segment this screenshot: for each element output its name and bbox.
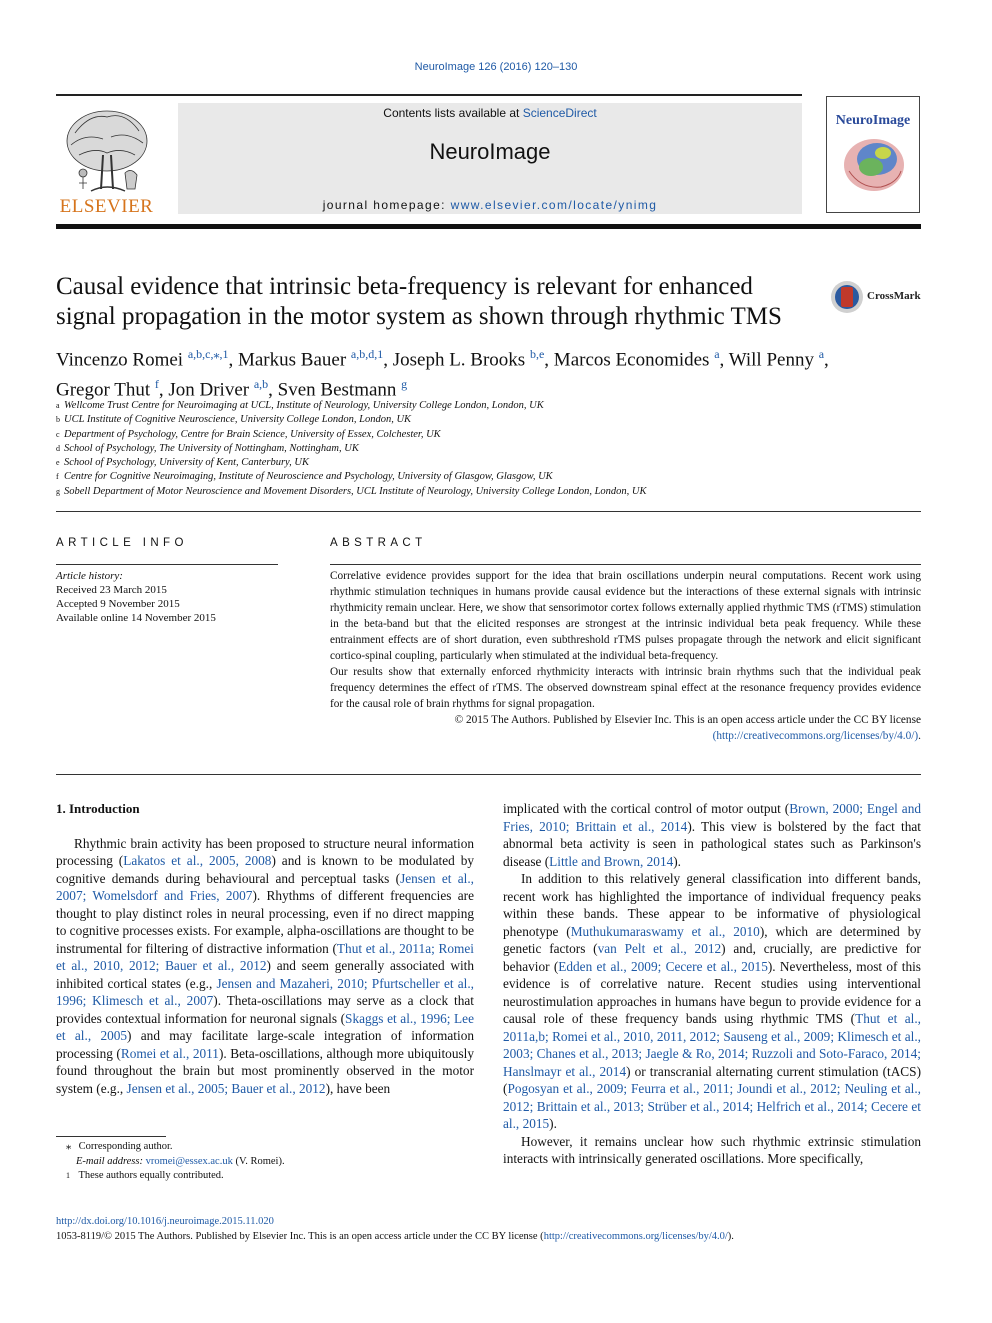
citation-link[interactable]: Thut et al., 2011a,b; Romei et al., 2010, 2011, 2012; Sauseng et al., 2009; Klimesch et al., 2003; Chanes et al., 2013; Jaegle & Ro, 2014; Ruzzoli and Soto-Faraco, 2014; Hanslmayr et al., 2014 (503, 1011, 921, 1079)
author-name: Marcos Economides (553, 349, 710, 371)
author-affiliation-marks[interactable]: g (401, 377, 408, 392)
footnote-mark: ⁎ (66, 1141, 72, 1152)
text-run: In addition to this relatively general classification into different bands, recent work has highlighted the importance of individual frequency peaks within these bands. These appear to be informative of physiological phenotype ( (503, 871, 921, 939)
citation-link[interactable]: Jensen et al., 2007; Womelsdorf and Fries, 2007 (56, 870, 474, 903)
received-date: Received 23 March 2015 (56, 584, 167, 596)
cover-title: NeuroImage (835, 113, 911, 128)
article-history (56, 569, 278, 625)
citation-link[interactable]: Lakatos et al., 2005, 2008 (123, 853, 272, 868)
author-affiliation-marks[interactable]: a (714, 347, 720, 361)
author-name: Gregor Thut (56, 379, 151, 401)
homepage-link[interactable]: www.elsevier.com/locate/ynimg (450, 198, 658, 212)
footnote-text: Corresponding author. (78, 1141, 173, 1152)
body-paragraph (503, 870, 921, 1133)
equal-contribution-note (56, 1169, 476, 1184)
text-run: ). This view is bolstered by the fact that abnormal beta activity is seen in pathological states such as Parkinson's disease ( (503, 818, 921, 869)
sciencedirect-link[interactable]: ScienceDirect (522, 106, 597, 120)
citation-link[interactable]: Muthukumaraswamy et al., 2010 (570, 923, 760, 939)
section-heading-introduction: 1. Introduction (56, 801, 140, 816)
email-label: E-mail address: (76, 1155, 146, 1167)
author-separator: , (228, 349, 238, 371)
citation-link[interactable]: Jensen and Mazaheri, 2010; Pfurtscheller et al., 1996; Klimesch et al., 2007 (56, 975, 474, 1008)
affiliation-label: e (56, 458, 60, 468)
text-run: ) and is known to be modulated by cognitive demands during behavioural and perceptual tasks ( (56, 853, 475, 886)
citation-link[interactable]: van Pelt et al., 2012 (597, 941, 722, 956)
affiliation-text: Wellcome Trust Centre for Neuroimaging at UCL, Institute of Neurology, University College London, London, UK (64, 400, 544, 411)
text-run: ). (549, 1116, 557, 1131)
affiliation-item (56, 428, 916, 442)
citation-link[interactable]: Edden et al., 2009; Cecere et al., 2015 (558, 958, 768, 974)
footnotes (56, 1140, 476, 1184)
crossmark-badge[interactable] (830, 280, 925, 316)
license-end: . (918, 730, 921, 742)
author-separator: , (158, 379, 169, 401)
author-separator: , (719, 349, 729, 371)
abstract-rule (330, 564, 921, 565)
author-separator: , (268, 379, 278, 401)
affiliation-text: Department of Psychology, Centre for Brain Science, University of Essex, Colchester, UK (64, 428, 441, 440)
affiliation-item (56, 442, 916, 456)
online-date: Available online 14 November 2015 (56, 612, 216, 624)
citation-link[interactable]: Jensen et al., 2005; Bauer et al., 2012 (126, 1080, 326, 1096)
footnote-text: These authors equally contributed. (78, 1170, 224, 1181)
body-column-left (56, 800, 474, 1097)
author-affiliation-marks[interactable]: a (818, 347, 825, 361)
citation-link[interactable]: Little and Brown, 2014 (549, 853, 674, 869)
header-thick-rule (56, 224, 921, 229)
author-name: Markus Bauer (237, 349, 347, 371)
article-title: Causal evidence that intrinsic beta-frequency is relevant for enhanced signal propagation in the motor system as shown through rhythmic TMS (56, 273, 782, 330)
text-run: implicated with the cortical control of motor output ( (503, 801, 790, 816)
text-run: ) and, crucially, are predictive for behavior ( (503, 941, 921, 974)
email-note (56, 1155, 476, 1170)
page-footer (56, 1214, 921, 1244)
footnote-mark: 1 (66, 1171, 70, 1180)
email-owner: (V. Romei). (232, 1155, 285, 1167)
issn-text: 1053-8119/© 2015 The Authors. Published by Elsevier Inc. This is an open access article under the CC BY license ( (56, 1231, 544, 1242)
license-statement (330, 712, 921, 744)
affiliation-item (56, 485, 916, 499)
affiliation-label: f (56, 472, 59, 482)
license-text: © 2015 The Authors. Published by Elsevier Inc. This is an open access article under the CC BY license (454, 714, 921, 726)
author-affiliation-marks[interactable]: b,e (529, 347, 545, 361)
header-rule (56, 94, 802, 96)
affiliation-text: Centre for Cognitive Neuroimaging, Institute of Neuroscience and Psychology, University of Glasgow, Glasgow, UK (64, 471, 553, 483)
body-paragraph: However, it remains unclear how such rhythmic extrinsic stimulation interacts with intrinsically generated oscillations. More specifically, (503, 1133, 921, 1166)
author-separator: , (383, 349, 393, 371)
footer-license-link[interactable]: http://creativecommons.org/licenses/by/4.0/ (543, 1231, 728, 1242)
text-run: ). Nevertheless, most of this evidence is of correlative nature. Recent studies using interventional neurostimulation approaches in humans have begun to provide evidence for a causal role of these frequency bands using rhythmic TMS ( (503, 958, 921, 1026)
author-name: Jon Driver (168, 379, 250, 401)
author-separator: , (544, 349, 554, 371)
author-separator: , (824, 349, 829, 371)
email-link[interactable]: vromei@essex.ac.uk (145, 1155, 233, 1167)
journal-homepage (178, 198, 802, 212)
brain-image-icon (841, 131, 907, 195)
journal-cover[interactable] (826, 96, 920, 213)
author-list (56, 342, 886, 403)
affiliation-label: a (56, 401, 60, 410)
body-column-right (503, 800, 921, 1168)
homepage-prefix: journal homepage: (322, 198, 451, 212)
affiliation-text: School of Psychology, University of Kent, Canterbury, UK (64, 457, 309, 469)
body-rule (56, 774, 921, 775)
abstract-paragraph: Correlative evidence provides support for the idea that brain oscillations underpin neural computations. Recent work using rhythmic stimulation techniques in humans provide causal evidence but the interactions of these external signals with intrinsic rhythmicity remain unclear. Here, we show that sensorimotor cortex follows externally applied rhythmic TMS (rTMS) stimulation in the beta-band but that the elicited responses are strongest at the intrinsic individual beta peak frequency. While these entrainment effects are of short duration, even subthreshold rTMS pulses propagate through the network and elicit significant cortico-spinal coupling, particularly when stimulated at the individual beta-frequency. (330, 570, 921, 662)
issn-line (56, 1229, 921, 1244)
publisher-logo-text: ELSEVIER (59, 196, 154, 217)
contents-line (178, 106, 802, 120)
affiliation-text: School of Psychology, The University of Nottingham, Nottingham, UK (64, 442, 359, 454)
article-info-rule (56, 564, 278, 565)
journal-citation[interactable]: NeuroImage 126 (2016) 120–130 (414, 61, 578, 73)
author-name: Joseph L. Brooks (392, 349, 526, 371)
abstract-paragraph: Our results show that externally enforced rhythmicity interacts with intrinsic brain rhythms such that the individual peak frequency determines the effect of rTMS. The observed downstream spinal effect at the resonance frequency provides evidence for the causal role of brain rhythms for signal propagation. (330, 666, 921, 710)
text-run: ). Theta-oscillations may serve as a clock that provides contextual information for neuronal signals ( (56, 993, 474, 1026)
corresponding-author-note (56, 1140, 476, 1155)
text-run: ) and may facilitate large-scale integration of information processing ( (56, 1028, 474, 1061)
citation-link[interactable]: Skaggs et al., 1996; Lee et al., 2005 (56, 1010, 474, 1043)
text-run: ). Rhythms of different frequencies are thought to play distinct roles in neural processing, even if no direct mapping to cognitive processes exists. For example, alpha-oscillations are thought to be instrumental for filtering of distractive information ( (56, 888, 475, 956)
affiliation-label: b (56, 415, 60, 425)
text-run: ). Beta-oscillations, although more ubiquitously found throughout the brain but most prominently observed in the motor system (e.g., (56, 1045, 474, 1096)
citation-link[interactable]: Thut et al., 2011a; Romei et al., 2010, 2012; Bauer et al., 2012 (56, 940, 474, 973)
accepted-date: Accepted 9 November 2015 (56, 598, 180, 610)
contents-prefix: Contents lists available at (383, 106, 523, 120)
author-affiliation-marks[interactable]: f (154, 377, 159, 392)
issn-end: ). (727, 1231, 734, 1242)
affiliation-label: c (56, 429, 60, 439)
author-name: Sven Bestmann (277, 379, 397, 401)
journal-name: NeuroImage (429, 139, 551, 164)
text-run: ) or transcranial alternating current stimulation (tACS) ( (503, 1063, 921, 1096)
license-link[interactable]: (http://creativecommons.org/licenses/by/4.0/) (712, 730, 919, 742)
citation-link[interactable]: Romei et al., 2011 (120, 1045, 219, 1061)
affiliation-item (56, 413, 916, 427)
affiliation-list (56, 399, 916, 499)
text-run: ). (673, 853, 682, 869)
doi-link[interactable]: http://dx.doi.org/10.1016/j.neuroimage.2015.11.020 (56, 1216, 274, 1227)
affiliation-item (56, 470, 916, 484)
text-run: Rhythmic brain activity has been proposed to structure neural information processing ( (56, 835, 474, 868)
crossmark-label: CrossMark (867, 290, 921, 302)
text-run: ), which are determined by genetic factors ( (503, 923, 921, 956)
affiliation-label: d (56, 443, 60, 453)
section-rule (56, 511, 921, 512)
abstract-body (330, 568, 921, 744)
crossmark-icon (830, 280, 864, 314)
author-affiliation-marks[interactable]: a,b,c,⁎,1 (187, 347, 229, 361)
author-affiliation-marks[interactable]: a,b (253, 377, 269, 392)
footnote-rule (56, 1136, 166, 1137)
affiliation-item (56, 456, 916, 470)
author-name: Vincenzo Romei (56, 349, 184, 371)
affiliation-text: UCL Institute of Cognitive Neuroscience, University College London, London, UK (64, 414, 412, 426)
affiliation-text: Sobell Department of Motor Neuroscience and Movement Disorders, UCL Institute of Neurology, University College London, London, UK (64, 485, 647, 497)
abstract-heading: ABSTRACT (330, 537, 427, 549)
text-run: ) and seem generally associated with inhibited cortical states (e.g., (56, 958, 475, 991)
author-name: Will Penny (728, 349, 814, 371)
citation-link[interactable]: Brown, 2000; Engel and Fries, 2010; Brittain et al., 2014 (503, 801, 921, 834)
history-label: Article history: (56, 570, 123, 582)
citation-link[interactable]: Pogosyan et al., 2009; Feurra et al., 2011; Joundi et al., 2012; Neuling et al., 2012; Brittain et al., 2013; Strüber et al., 2014; Helfrich et al., 2014; Cecere et al., 2015 (503, 1081, 921, 1131)
text-run: ), have been (325, 1080, 391, 1096)
elsevier-logo (55, 103, 158, 215)
author-affiliation-marks[interactable]: a,b,d,1 (350, 347, 384, 361)
body-paragraph (503, 800, 921, 870)
article-info-heading: ARTICLE INFO (56, 537, 188, 549)
affiliation-label: g (56, 486, 60, 496)
affiliation-item (56, 399, 916, 413)
body-paragraph (56, 835, 474, 1098)
